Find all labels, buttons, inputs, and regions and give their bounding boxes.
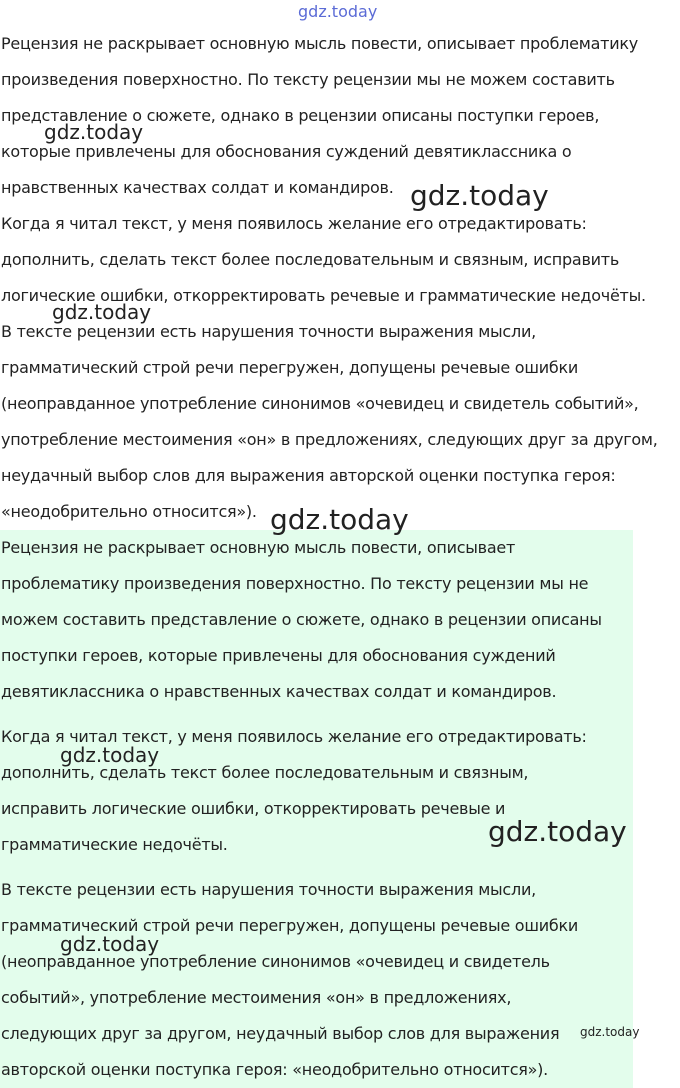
watermark: gdz.today — [60, 932, 160, 956]
watermark: gdz.today — [44, 120, 144, 144]
paragraph-line: девятиклассника о нравственных качествах солдат и командиров. — [1, 682, 557, 701]
paragraph-line: грамматические недочёты. — [1, 835, 228, 854]
paragraph-line: грамматический строй речи перегружен, допущены речевые ошибки — [1, 358, 579, 377]
paragraph-line: дополнить, сделать текст более последовательным и связным, исправить — [1, 250, 620, 269]
watermark: gdz.today — [60, 743, 160, 767]
paragraph-line: Когда я читал текст, у меня появилось желание его отредактировать: — [1, 727, 587, 746]
paragraph-line: исправить логические ошибки, откорректировать речевые и — [1, 799, 506, 818]
paragraph-line: авторской оценки поступка героя: «неодобрительно относится»). — [1, 1060, 548, 1079]
paragraph-line: произведения поверхностно. По тексту рецензии мы не можем составить — [1, 70, 615, 89]
paragraph-line: логические ошибки, откорректировать речевые и грамматические недочёты. — [1, 286, 646, 305]
watermark: gdz.today — [488, 815, 627, 848]
paragraph-line: следующих друг за другом, неудачный выбор слов для выражения — [1, 1024, 560, 1043]
paragraph-line: «неодобрительно относится»). — [1, 502, 257, 521]
paragraph-line: можем составить представление о сюжете, однако в рецензии описаны — [1, 610, 602, 629]
watermark: gdz.today — [52, 300, 152, 324]
paragraph-line: (неоправданное употребление синонимов «очевидец и свидетель — [1, 952, 550, 971]
paragraph-line: дополнить, сделать текст более последовательным и связным, — [1, 763, 529, 782]
paragraph-line: событий», употребление местоимения «он» в предложениях, — [1, 988, 512, 1007]
paragraph-line: грамматический строй речи перегружен, допущены речевые ошибки — [1, 916, 579, 935]
watermark: gdz.today — [410, 179, 549, 212]
paragraph-line: которые привлечены для обоснования суждений девятиклассника о — [1, 142, 572, 161]
paragraph-line: В тексте рецензии есть нарушения точности выражения мысли, — [1, 322, 536, 341]
paragraph-line: Когда я читал текст, у меня появилось желание его отредактировать: — [1, 214, 587, 233]
paragraph-line: Рецензия не раскрывает основную мысль повести, описывает проблематику — [1, 34, 638, 53]
paragraph-line: В тексте рецензии есть нарушения точности выражения мысли, — [1, 880, 536, 899]
paragraph-line: проблематику произведения поверхностно. По тексту рецензии мы не — [1, 574, 589, 593]
paragraph-line: нравственных качествах солдат и командиров. — [1, 178, 394, 197]
paragraph-line: поступки героев, которые привлечены для обоснования суждений — [1, 646, 556, 665]
paragraph-line: (неоправданное употребление синонимов «очевидец и свидетель событий», — [1, 394, 639, 413]
paragraph-line: Рецензия не раскрывает основную мысль повести, описывает — [1, 538, 516, 557]
watermark-logo: gdz.today — [298, 2, 378, 21]
watermark: gdz.today — [580, 1025, 640, 1039]
paragraph-line: представление о сюжете, однако в рецензии описаны поступки героев, — [1, 106, 600, 125]
paragraph-line: неудачный выбор слов для выражения авторской оценки поступка героя: — [1, 466, 616, 485]
watermark: gdz.today — [270, 503, 409, 536]
paragraph-line: употребление местоимения «он» в предложениях, следующих друг за другом, — [1, 430, 658, 449]
